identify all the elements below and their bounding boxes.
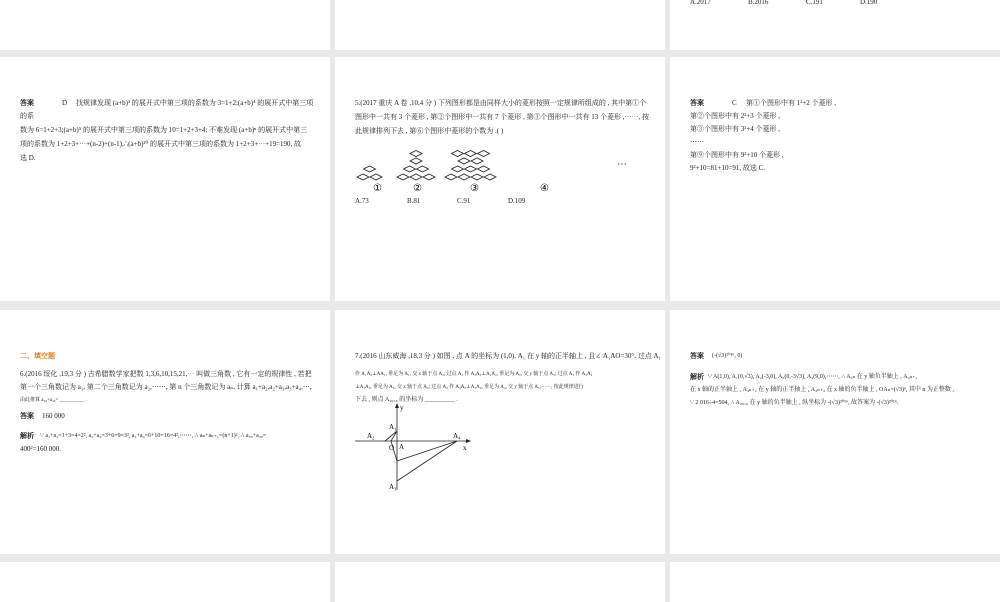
- answer-line-3: 数为 6=1+2+3;(a+b)⁵ 的展开式中第三项的系数为 10=1+2+3+4; 不难发现 (a+b)ⁿ 的展开式中第三: [20, 126, 308, 134]
- figure-label-4: ④: [540, 183, 549, 194]
- answer-value: (-(√3)²⁰¹⁶, 0): [712, 353, 743, 359]
- answer-line-3: 第③个图形中有 3²+4 个菱形 ,: [690, 125, 781, 133]
- answer-label: 答案: [690, 352, 704, 360]
- slide-answer-binomial: [0, 57, 330, 301]
- answer-line-5: 选 D.: [20, 154, 36, 162]
- rhombus: [478, 151, 490, 157]
- rhombus-figures: [355, 129, 655, 199]
- question-line-2: 作 A₁A₂⊥AA₁, 垂足为 A₁, 交 x 轴于点 A₂; 过点 A₂ 作 A₂A₃⊥A₁A₂, 垂足为 A₂, 交 y 轴于点 A₃; 过点 A₃ 作 A₃A₄: [355, 372, 593, 377]
- analysis-label: 解析: [690, 373, 704, 381]
- option-c: C.91: [457, 197, 471, 205]
- point-label-a3: A₃: [389, 483, 397, 491]
- rhombus: [404, 166, 416, 172]
- axis-label-y: y: [400, 404, 404, 412]
- rhombus: [410, 158, 422, 164]
- question-line-2: 图形中一共有 3 个菱形 , 第②个图形中一共有 7 个菱形 , 第③个图形中一共有 13 个菱形 ,⋯⋯, 按: [355, 113, 649, 121]
- rhombus: [364, 166, 376, 172]
- rhombus: [458, 174, 470, 180]
- rhombus: [357, 174, 369, 180]
- slide-top-middle: [335, 0, 665, 50]
- answer-value: 160 000: [42, 412, 65, 420]
- analysis-line-1: ∵ a₁+a₂=1+3=4=2², a₂+a₃=3+6=9=3², a₃+a₄=6+10=16=4²,⋯⋯, ∴ aₙ+aₙ₊₁=(n+1)², ∴ a₃₉+a₄₀=: [40, 433, 267, 439]
- answer-label: 答案: [690, 99, 704, 107]
- option-d: D.190: [860, 0, 878, 6]
- option-b: B.2016: [748, 0, 769, 6]
- question-line-1: 7.(2016 山东威海 ,18,3 分 ) 如图 , 点 A 的坐标为 (1,0), A₁ 在 y 轴的正半轴上 , 且∠ A₁AO=30°. 过点 A₁: [355, 352, 661, 360]
- slide-answer-5: [670, 57, 1000, 301]
- question-line-1: 6.(2016 绥化 ,19,3 分 ) 古希腊数学家把数 1,3,6,10,15,21,⋯ 叫做三角数 , 它有一定的规律性 , 若把: [20, 370, 312, 378]
- rhombus: [471, 174, 483, 180]
- slide-question-7: [335, 310, 665, 554]
- rhombus: [423, 174, 435, 180]
- x-axis-arrow: [466, 439, 471, 443]
- origin-label: O: [389, 444, 395, 452]
- answer-line-5: 第⑨个图形中有 9²+10 个菱形 ,: [690, 151, 784, 159]
- option-c: C.191: [806, 0, 823, 6]
- section-title: 二、填空题: [20, 352, 55, 360]
- slide-bottom-left: [0, 562, 330, 602]
- figure-label-3: ③: [470, 183, 479, 194]
- option-a: A.73: [355, 197, 369, 205]
- answer-label: 答案: [20, 412, 34, 420]
- slide-bottom-right: [670, 562, 1000, 602]
- answer-line-1: 第①个图形中有 1²+2 个菱形 ,: [746, 99, 837, 107]
- rhombus: [471, 158, 483, 164]
- analysis-line-2: 400²=160 000.: [20, 445, 62, 453]
- point-label-a2: A₂: [367, 432, 375, 440]
- rhombus: [452, 166, 464, 172]
- rhombus: [417, 166, 429, 172]
- rhombus: [410, 151, 422, 157]
- coordinate-figure: [353, 402, 483, 492]
- slide-top-right: [670, 0, 1000, 50]
- analysis-label: 解析: [20, 432, 34, 440]
- y-axis-arrow: [395, 403, 399, 408]
- slide-question-5: [335, 57, 665, 301]
- answer-label: 答案: [20, 99, 34, 107]
- question-line-3: 此规律排列下去 , 第⑥个图形中菱形的个数为 .( ): [355, 127, 504, 135]
- rhombus: [410, 174, 422, 180]
- rhombus: [484, 174, 496, 180]
- rhombus: [445, 174, 457, 180]
- analysis-line-3: ∵ 2 016÷4=504, ∴ A₂₀₁₆ 在 y 轴的负半轴上 , 纵坐标为 -(√3)²⁰¹⁶, 故答案为 -(√3)²⁰¹⁶.: [690, 400, 899, 406]
- point-label-a1: A₁: [389, 423, 397, 431]
- answer-line-4: ⋯⋯: [690, 138, 704, 146]
- figure-ellipsis: ⋯: [617, 159, 627, 170]
- question-line-2: 第一个三角数记为 a₁, 第二个三角数记为 a₂,⋯⋯, 第 n 个三角数记为 aₙ, 计算 a₁+a₂,a₂+a₃,a₃+a₄,⋯,: [20, 383, 312, 391]
- slide-question-6: [0, 310, 330, 554]
- answer-line-4: 项的系数为 1+2+3+⋯+(n-2)+(n-1),∴(a+b)²⁰ 的展开式中第三项的系数为 1+2+3+⋯+19=190, 故: [20, 140, 302, 148]
- analysis-line-1: ∵ A(1,0), A₁(0,√3), A₂(-3,0), A₃(0,-3√3), A₄(9,0),⋯⋯, ∴ A₄ₙ 在 y 轴负半轴上 , A₄ₙ₊₁: [708, 374, 918, 380]
- answer-line-2: 第②个图形中有 2²+3 个菱形 ,: [690, 112, 781, 120]
- rhombus: [458, 158, 470, 164]
- slide-top-left: [0, 0, 330, 50]
- spiral-path: [385, 431, 457, 481]
- rhombus: [465, 166, 477, 172]
- rhombus: [478, 166, 490, 172]
- point-label-a4: A₄: [453, 432, 461, 440]
- option-a: A.2017: [690, 0, 711, 6]
- rhombus: [452, 151, 464, 157]
- answer-line-2: 的系: [20, 112, 34, 120]
- rhombus: [465, 151, 477, 157]
- question-line-3: ⊥A₂A₃, 垂足为 A₃, 交 x 轴于点 A₄; 过点 A₄ 作 A₄A₅⊥A₃A₄, 垂足为 A₄, 交 y 轴于点 A₅;⋯⋯, 按此规律进行: [355, 385, 584, 390]
- rhombus: [397, 174, 409, 180]
- segment-a-a1: [385, 431, 397, 441]
- point-label-a: A: [399, 443, 405, 451]
- rhombus: [370, 174, 382, 180]
- option-d: D.109: [508, 197, 526, 205]
- slide-bottom-middle: [335, 562, 665, 602]
- answer-line-1: 找规律发现 (a+b)³ 的展开式中第三项的系数为 3=1+2;(a+b)⁴ 的展开式中第三项: [76, 99, 314, 107]
- question-line-4: 下去 , 则点 A₂₀₁₆ 的坐标为 __________ .: [355, 397, 458, 403]
- answer-letter: D: [62, 99, 68, 107]
- figure-label-1: ①: [373, 183, 382, 194]
- figure-label-2: ②: [413, 183, 422, 194]
- analysis-line-2: 在 x 轴的正半轴上 , A₄ₙ₊₂ 在 y 轴的正半轴上 , A₄ₙ₊₃ 在 x 轴的负半轴上 , OAₙ=(√3)ⁿ, 其中 n 为正整数 ,: [690, 387, 954, 393]
- axis-label-x: x: [463, 444, 467, 452]
- slide-answer-7: [670, 310, 1000, 554]
- option-b: B.81: [407, 197, 421, 205]
- answer-letter: C: [732, 99, 737, 107]
- question-line-1: 5.(2017 重庆 A 卷 ,10,4 分 ) 下列图形都是由同样大小的菱形按照一定规律所组成的 , 其中第①个: [355, 99, 647, 107]
- question-line-3: 由此推算 a₃₉+a₄₀= __________ .: [20, 398, 88, 403]
- answer-line-6: 9²+10=81+10=91, 故选 C.: [690, 164, 766, 172]
